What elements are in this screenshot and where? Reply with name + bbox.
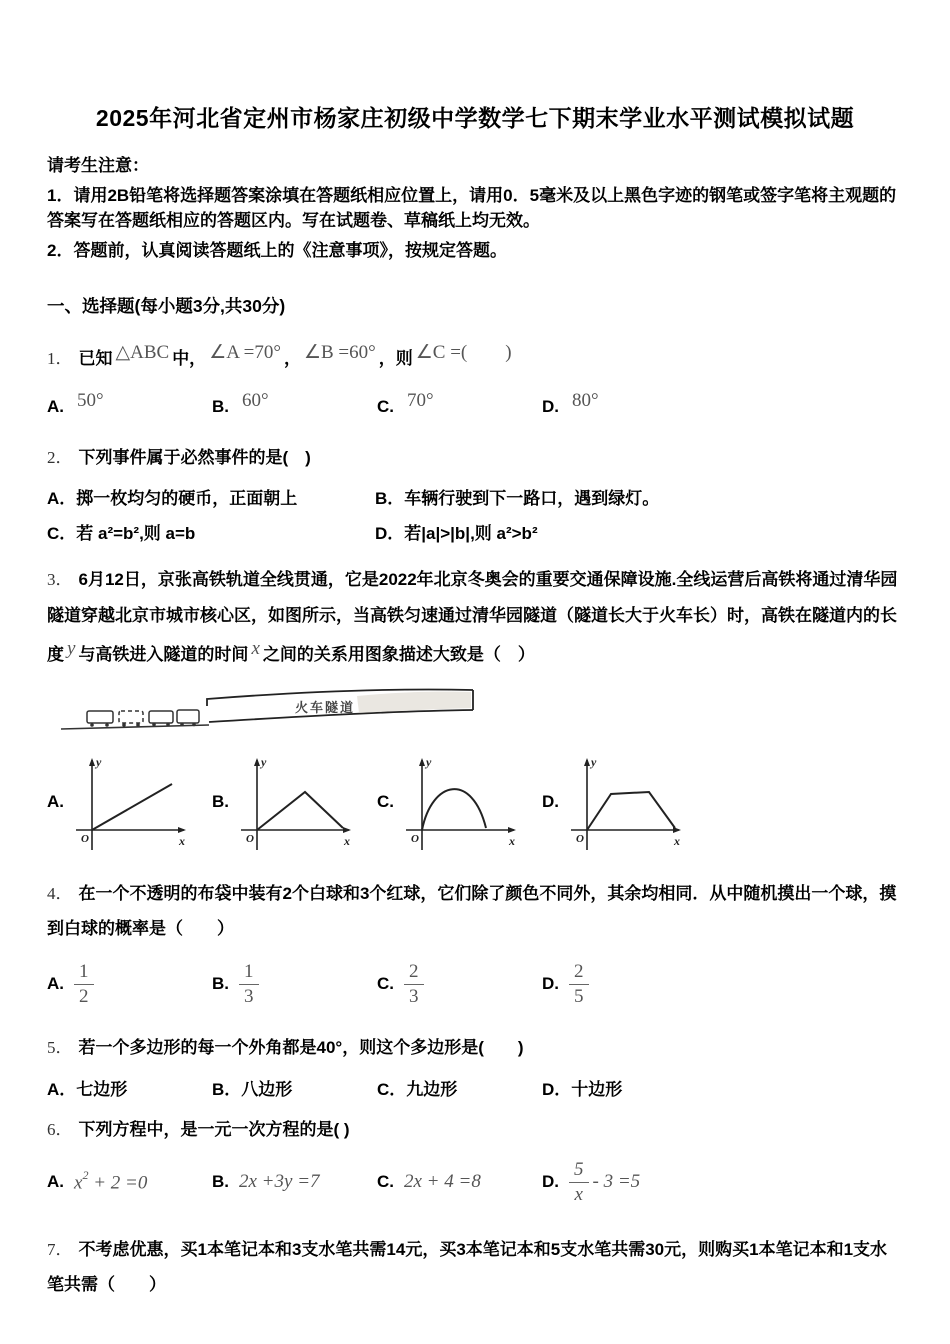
wheel [90, 723, 94, 727]
ground-line [61, 725, 209, 729]
math-base: x [74, 1172, 83, 1194]
option-a-label: A. [47, 1172, 64, 1192]
math-equation-c: 2x + 4 =8 [404, 1171, 481, 1193]
x-axis-label: x [509, 833, 515, 848]
notice-line-2: 2．答题前，认真阅读答题纸上的《注意事项》，按规定答题。 [47, 240, 507, 260]
graph-d-trapezoid [565, 752, 690, 852]
origin-label: O [246, 832, 254, 845]
option-d-label: D. [542, 397, 559, 417]
x-axis-label: x [179, 833, 185, 848]
fraction-numerator: 2 [569, 961, 589, 985]
wheel [166, 722, 170, 726]
option-c-label: C. [377, 1172, 394, 1192]
fraction-numerator: 5 [569, 1159, 589, 1183]
option-c: C．九边形 [377, 1079, 458, 1099]
option-d-label: D. [542, 974, 559, 994]
math-equation-a [74, 1170, 147, 1194]
option-b-label: B. [212, 397, 229, 417]
origin-label: O [576, 832, 584, 845]
question-1 [47, 344, 903, 374]
question-6-text: 下列方程中，是一元一次方程的是( ) [78, 1119, 350, 1139]
comma: ， [283, 349, 301, 368]
question-6 [47, 1116, 903, 1143]
question-5-number: 5． [47, 1037, 73, 1057]
origin-label: O [411, 832, 419, 845]
fraction-denominator: 3 [409, 985, 419, 1007]
graph-b-triangle-peak [235, 752, 360, 852]
math-angle-c: ∠C =( ) [415, 342, 512, 363]
question-1-text-then: ，则 [378, 349, 413, 368]
math-angle-a: ∠A =70° [209, 342, 281, 363]
question-4-text: 在一个不透明的布袋中装有2个白球和3个红球，它们除了颜色不同外，其余均相同．从中随机摸出一个球，摸到白球的概率是（ ） [47, 883, 897, 939]
notice-line-1: 1．请用2B铅笔将选择题答案涂填在答题纸相应位置上，请用0．5毫米及以上黑色字迹的钢笔或签字笔将主观题的答案写在答题纸相应的答题区内。写在试题卷、草稿纸上均无效。 [47, 185, 897, 230]
wheel [180, 722, 184, 726]
option-a-label: A. [47, 974, 64, 994]
wheel [105, 723, 109, 727]
option-d [542, 961, 707, 1008]
option-c-label: C. [377, 397, 394, 417]
question-3-text-3: 之间的关系用图象描述大致是（ ） [262, 644, 535, 664]
graph-option-a [47, 752, 212, 852]
math-triangle-abc: △ABC [115, 342, 170, 363]
graph-option-label: B. [212, 791, 229, 811]
graph-option-label: A. [47, 791, 64, 811]
page-title: 2025年河北省定州市杨家庄初级中学数学七下期末学业水平测试模拟试题 [95, 105, 855, 131]
fraction [239, 961, 259, 1008]
question-3-text-2: 与高铁进入隧道的时间 [78, 644, 249, 664]
option-b-label: B. [212, 974, 229, 994]
graph-a-rising-line [70, 752, 195, 852]
option-a [47, 1170, 212, 1194]
question-6-options [47, 1159, 903, 1206]
train-car [87, 711, 113, 723]
math-var-x: x [251, 637, 260, 659]
question-4-number: 4． [47, 883, 73, 903]
option-c-value: 70° [407, 390, 434, 412]
option-a: A．掷一枚均匀的硬币，正面朝上 [47, 488, 298, 508]
question-5-options [47, 1075, 903, 1100]
question-1-text-mid: 中， [172, 349, 207, 368]
fraction-numerator: 1 [74, 961, 94, 985]
fraction-denominator: 2 [79, 985, 89, 1007]
option-a-value: 50° [77, 390, 104, 412]
graph-option-c [377, 752, 542, 852]
y-axis-label: y [96, 754, 102, 769]
question-3-text-1: 6月12日，京张高铁轨道全线贯通，它是2022年北京冬奥会的重要交通保障设施.全线运营后高铁将通过清华园隧道穿越北京市城市核心区，如图所示，当高铁匀速通过清华园隧道（隧道长大于火车长）时，高铁在隧道内的长度 [47, 569, 898, 664]
option-b: B．八边形 [212, 1079, 293, 1099]
fraction [569, 1159, 589, 1206]
fraction-numerator: 2 [404, 961, 424, 985]
wheel [152, 722, 156, 726]
option-d-value: 80° [572, 390, 599, 412]
wheel [122, 723, 126, 727]
option-c [377, 961, 542, 1008]
question-2-number: 2． [47, 448, 73, 468]
question-3-graph-options [47, 752, 903, 852]
option-c-label: C. [377, 974, 394, 994]
train-tunnel-figure [57, 686, 903, 738]
math-equation-b: 2x +3y =7 [239, 1171, 320, 1193]
option-c [377, 390, 542, 418]
question-2-options-row-2 [47, 519, 903, 544]
fraction [569, 961, 589, 1008]
question-6-number: 6． [47, 1119, 73, 1139]
option-c [377, 1171, 542, 1193]
question-1-number: 1． [47, 349, 73, 368]
graph-option-d [542, 752, 707, 852]
question-7 [47, 1232, 903, 1303]
math-equation-d-rest: - 3 =5 [592, 1171, 641, 1193]
question-4-options [47, 961, 903, 1008]
graph-option-label: C. [377, 791, 394, 811]
question-5-text: 若一个多边形的每一个外角都是40°，则这个多边形是( ) [78, 1037, 524, 1057]
tunnel-label: 火车隧道 [295, 699, 356, 715]
fraction-denominator: 3 [244, 985, 254, 1007]
option-d: D．若|a|>|b|,则 a²>b² [375, 523, 538, 543]
math-angle-b: ∠B =60° [303, 342, 376, 363]
train-car [149, 711, 173, 723]
train-tunnel-drawing [57, 686, 477, 738]
fraction [404, 961, 424, 1008]
origin-label: O [81, 832, 89, 845]
question-1-options [47, 390, 903, 418]
graph-option-b [212, 752, 377, 852]
fraction-denominator: x [574, 1183, 583, 1205]
section-heading: 一、选择题(每小题3分,共30分) [47, 296, 286, 316]
question-3-number: 3． [47, 569, 73, 589]
y-axis-label: y [591, 754, 597, 769]
option-a-label: A. [47, 397, 64, 417]
math-var-y: y [67, 637, 76, 659]
option-a [47, 390, 212, 418]
train-car [119, 711, 143, 723]
question-5 [47, 1034, 903, 1061]
fraction [74, 961, 94, 1008]
option-c: C．若 a²=b²,则 a=b [47, 523, 196, 543]
graph-option-label: D. [542, 791, 559, 811]
option-b: B．车辆行驶到下一路口，遇到绿灯。 [375, 488, 660, 508]
wheel [136, 723, 140, 727]
question-4 [47, 876, 903, 947]
notice-heading: 请考生注意： [47, 156, 149, 175]
option-b [212, 961, 377, 1008]
question-1-text: 已知 [78, 349, 113, 368]
x-axis-label: x [674, 833, 680, 848]
option-b-label: B. [212, 1172, 229, 1192]
option-b [212, 1171, 377, 1193]
question-2-options-row-1 [47, 484, 903, 509]
option-d: D．十边形 [542, 1079, 623, 1099]
option-d [542, 390, 707, 418]
option-a: A．七边形 [47, 1079, 128, 1099]
option-d [542, 1159, 707, 1206]
wheel [192, 722, 196, 726]
option-a [47, 961, 212, 1008]
y-axis-label: y [426, 754, 432, 769]
math-superscript: 2 [82, 1168, 89, 1183]
question-3 [47, 562, 903, 676]
graph-c-dome-curve [400, 752, 525, 852]
y-axis-label: y [261, 754, 267, 769]
question-7-text: 不考虑优惠，买1本笔记本和3支水笔共需14元，买3本笔记本和5支水笔共需30元，则购买1本笔记本和1支水笔共需（ ） [47, 1239, 888, 1295]
question-2 [47, 444, 903, 471]
option-b-value: 60° [242, 390, 269, 412]
option-d-label: D. [542, 1172, 559, 1192]
x-axis-label: x [344, 833, 350, 848]
question-2-text: 下列事件属于必然事件的是( ) [78, 448, 311, 468]
fraction-denominator: 5 [574, 985, 584, 1007]
math-rest: + 2 =0 [88, 1172, 148, 1194]
train-car [177, 710, 199, 723]
question-7-number: 7． [47, 1239, 73, 1259]
fraction-numerator: 1 [239, 961, 259, 985]
option-b [212, 390, 377, 418]
